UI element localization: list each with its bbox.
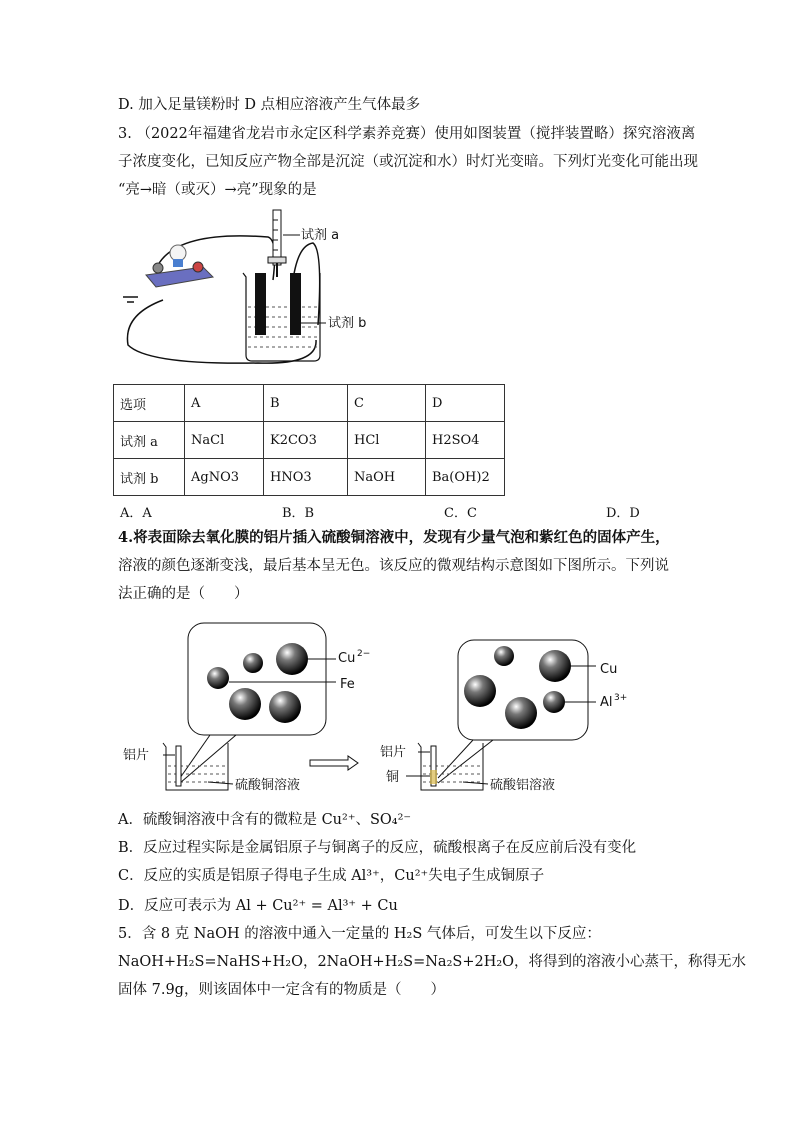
table-cell: D bbox=[426, 385, 505, 422]
table-cell: B bbox=[264, 385, 348, 422]
table-cell: K2CO3 bbox=[264, 422, 348, 459]
table-cell: 试剂 b bbox=[114, 459, 185, 496]
q3-answer-b: B．B bbox=[282, 506, 315, 521]
table-cell: A bbox=[185, 385, 264, 422]
left-cu-ion-charge: 2− bbox=[357, 649, 371, 659]
left-cu-ion-label: Cu bbox=[338, 651, 356, 666]
table-cell: C bbox=[348, 385, 426, 422]
right-copper-label: 铜 bbox=[386, 770, 400, 785]
table-cell: H2SO4 bbox=[426, 422, 505, 459]
q3-stem-line1: 3. （2022年福建省龙岩市永定区科学素养竞赛）使用如图装置（搅拌装置略）探究溶液离 bbox=[118, 126, 696, 142]
q3-stem-line2: 子浓度变化，已知反应产物全部是沉淀（或沉淀和水）时灯光变暗。下列灯光变化可能出现 bbox=[118, 154, 698, 170]
reagent-b-label: 试剂 b bbox=[328, 316, 367, 331]
q5-stem-line1: 5．含 8 克 NaOH 的溶液中通入一定量的 H₂S 气体后，可发生以下反应： bbox=[118, 926, 601, 942]
q4-stem-line3: 法正确的是（ ） bbox=[118, 586, 249, 602]
right-cu-label: Cu bbox=[600, 662, 618, 677]
table-cell: HNO3 bbox=[264, 459, 348, 496]
q3-answer-c: C．C bbox=[444, 506, 477, 521]
right-solution-label: 硫酸铝溶液 bbox=[490, 778, 556, 793]
left-fe-label: Fe bbox=[340, 677, 355, 692]
table-row bbox=[114, 385, 505, 422]
table-cell: NaOH bbox=[348, 459, 426, 496]
right-al-ion-charge: 3+ bbox=[614, 693, 628, 703]
q4-option-b: B．反应过程实际是金属铝原子与铜离子的反应，硫酸根离子在反应前后没有变化 bbox=[118, 840, 637, 856]
right-al-ion-label: Al bbox=[600, 695, 613, 710]
q4-option-a: A．硫酸铜溶液中含有的微粒是 Cu²⁺、SO₄²⁻ bbox=[118, 812, 412, 828]
right-al-sheet-label: 铝片 bbox=[380, 745, 407, 760]
table-cell: HCl bbox=[348, 422, 426, 459]
table-row bbox=[114, 459, 505, 496]
q2-option-d: D. 加入足量镁粉时 D 点相应溶液产生气体最多 bbox=[118, 97, 421, 113]
q3-answer-a: A．A bbox=[120, 506, 152, 521]
left-al-sheet-label: 铝片 bbox=[123, 748, 150, 763]
table-row bbox=[114, 422, 505, 459]
table-cell: 选项 bbox=[114, 385, 185, 422]
reagent-a-label: 试剂 a bbox=[301, 228, 340, 243]
table-cell: AgNO3 bbox=[185, 459, 264, 496]
q3-apparatus-figure bbox=[118, 205, 388, 370]
q3-stem-line3: “亮→暗（或灭）→亮”现象的是 bbox=[118, 182, 317, 198]
table-cell: Ba(OH)2 bbox=[426, 459, 505, 496]
table-cell: NaCl bbox=[185, 422, 264, 459]
q4-option-d: D．反应可表示为 Al + Cu²⁺ = Al³⁺ + Cu bbox=[118, 898, 398, 914]
q5-stem-line3: 固体 7.9g，则该固体中一定含有的物质是（ ） bbox=[118, 982, 445, 998]
q4-micro-diagram bbox=[118, 618, 638, 803]
q3-answer-d: D．D bbox=[606, 506, 640, 521]
q4-stem-line2: 溶液的颜色逐渐变浅，最后基本呈无色。该反应的微观结构示意图如下图所示。下列说 bbox=[118, 558, 669, 574]
q3-options-table bbox=[113, 384, 505, 496]
q4-stem-line1: 4.将表面除去氧化膜的铝片插入硫酸铜溶液中，发现有少量气泡和紫红色的固体产生， bbox=[118, 529, 670, 546]
q5-stem-line2: NaOH+H₂S=NaHS+H₂O，2NaOH+H₂S=Na₂S+2H₂O，将得到的溶液小心蒸干，称得无水 bbox=[118, 954, 747, 970]
table-cell: 试剂 a bbox=[114, 422, 185, 459]
left-solution-label: 硫酸铜溶液 bbox=[235, 778, 301, 793]
q4-option-c: C．反应的实质是铝原子得电子生成 Al³⁺，Cu²⁺失电子生成铜原子 bbox=[118, 868, 545, 884]
